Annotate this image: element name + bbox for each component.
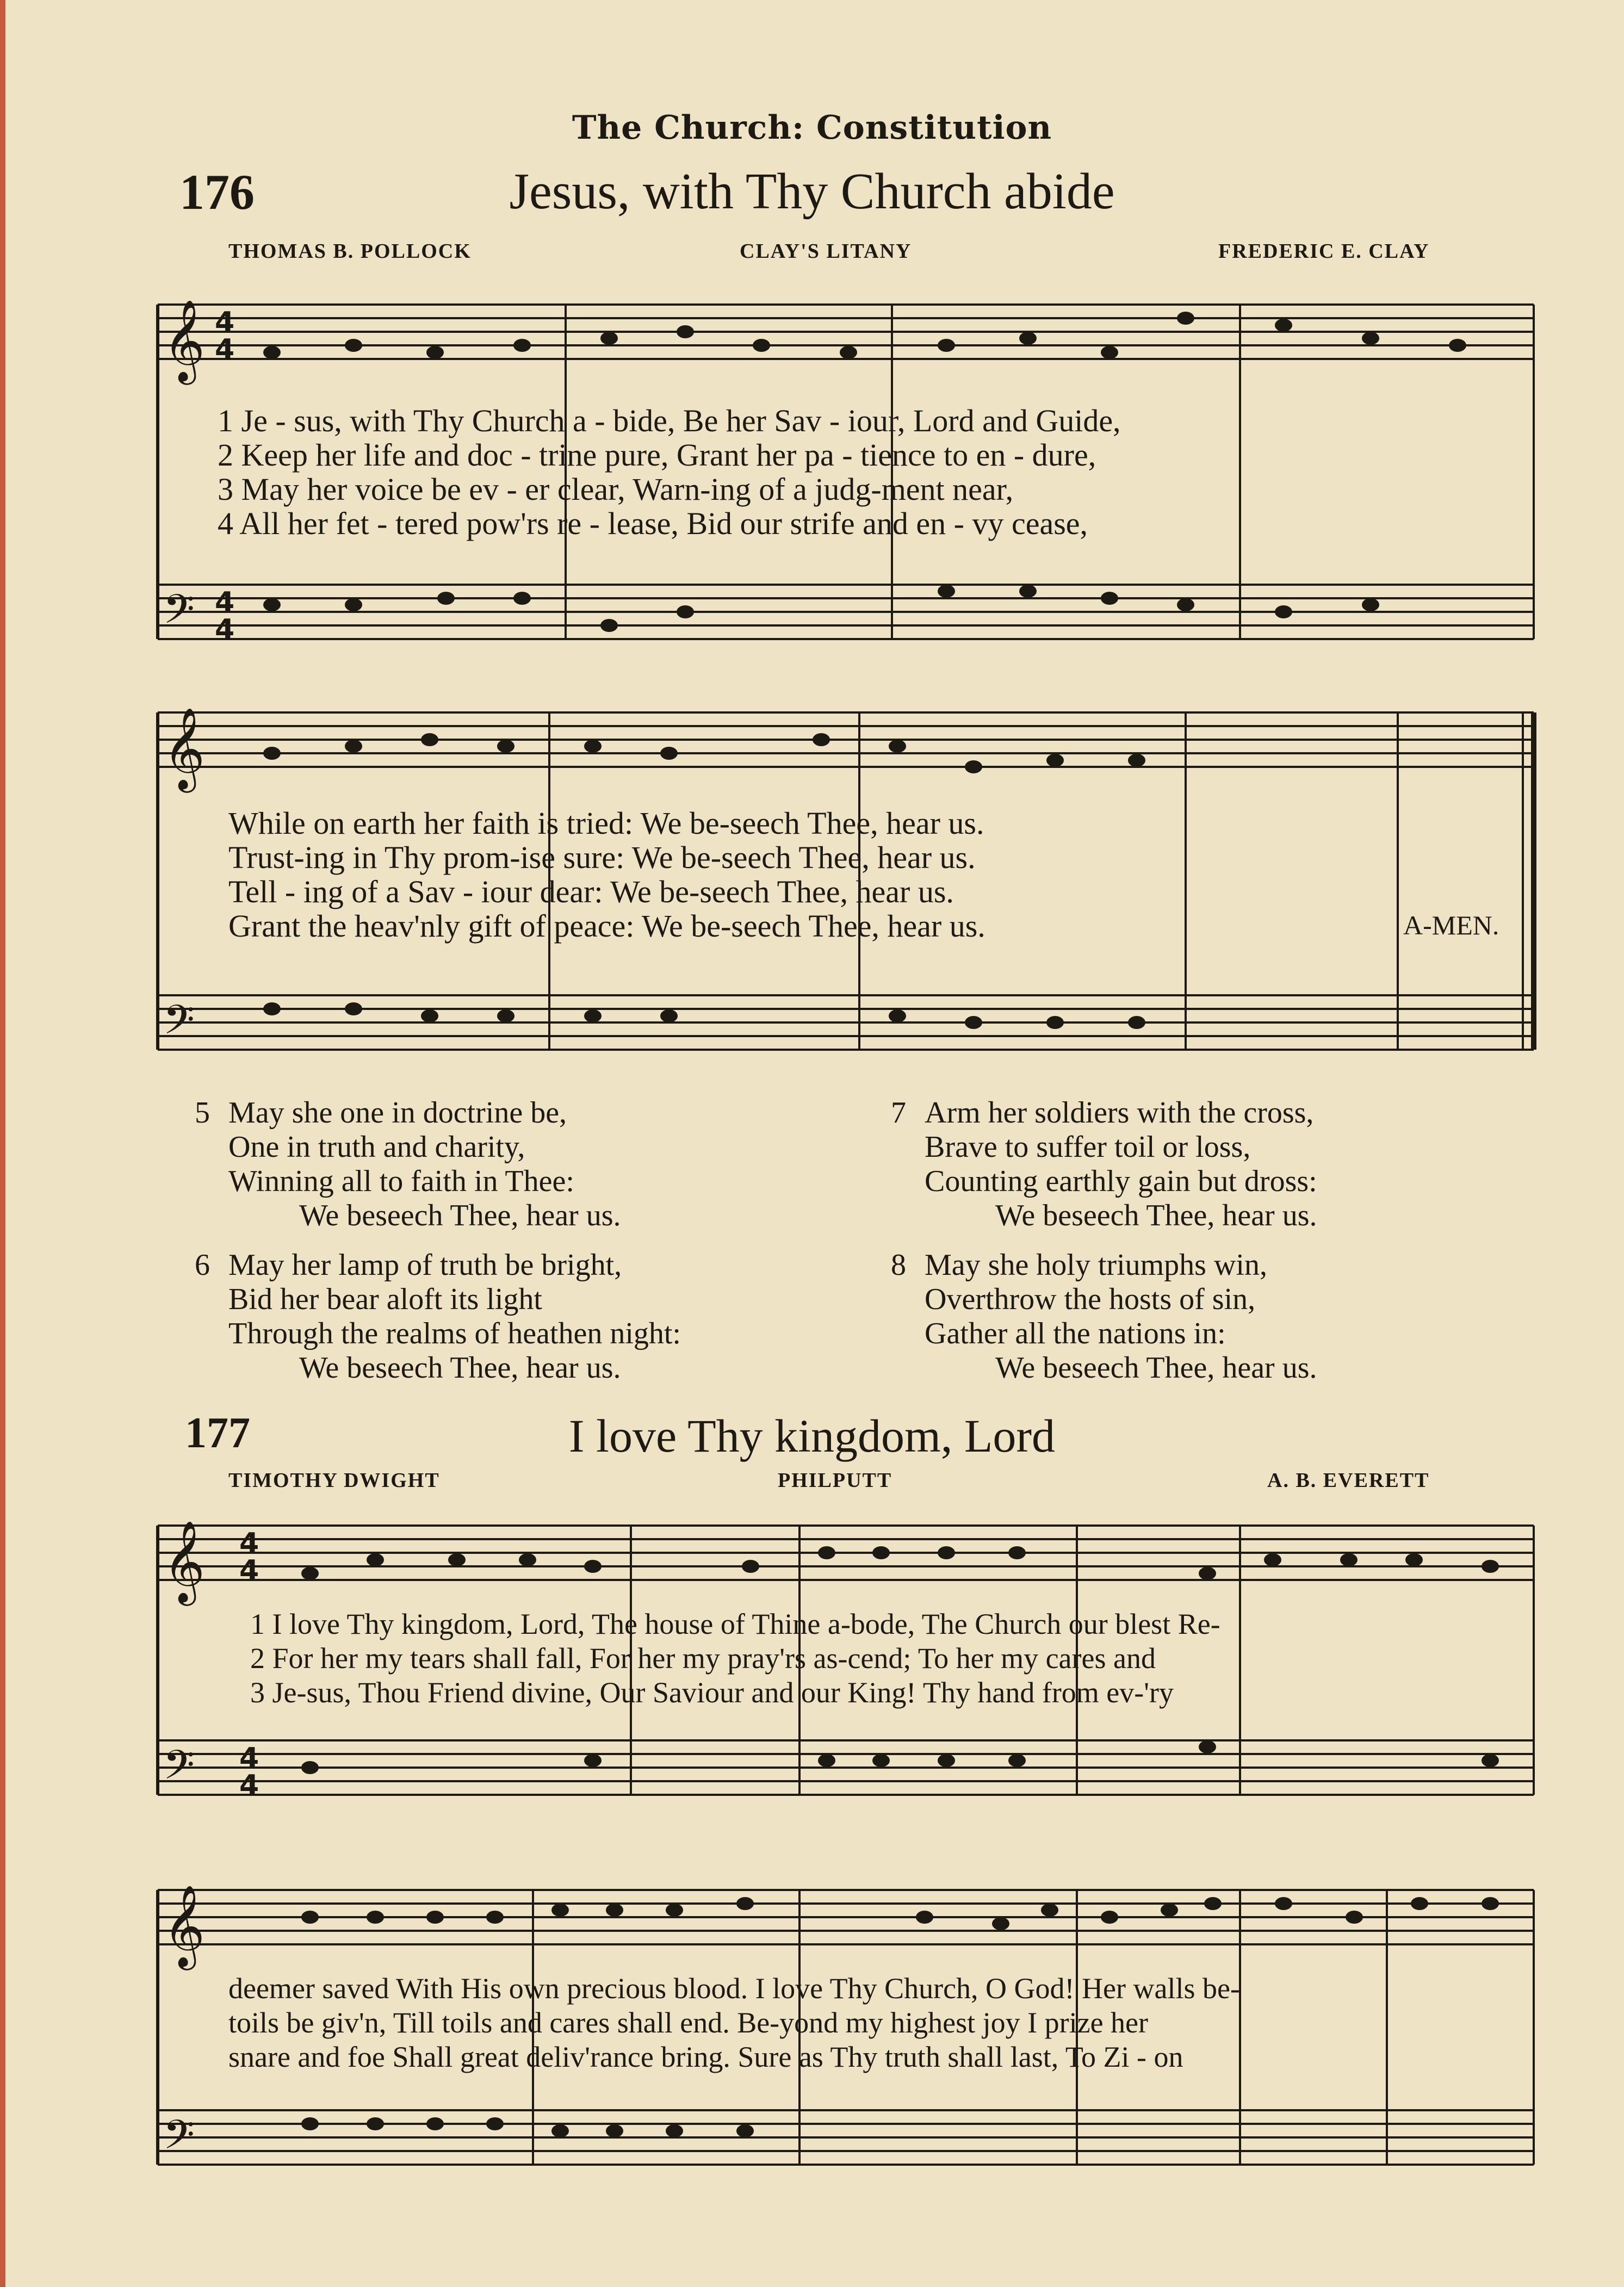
hymn-number: 176 bbox=[179, 164, 255, 220]
hymn-title: Jesus, with Thy Church abide bbox=[509, 163, 1115, 220]
amen: A-MEN. bbox=[1403, 910, 1499, 940]
stanza-number: 7 bbox=[891, 1096, 906, 1130]
stanza-line: We beseech Thee, hear us. bbox=[995, 1351, 1317, 1385]
stanza-number: 5 bbox=[195, 1096, 210, 1130]
staff-176-1-bass bbox=[158, 585, 1534, 639]
section-heading: The Church: Constitution bbox=[572, 109, 1052, 147]
verse-3-line-2: snare and foe Shall great deliv'rance bring. Sure as Thy truth shall last, To Zi - on bbox=[228, 2041, 1183, 2073]
verse-1-line-2: While on earth her faith is tried: We be-seech Thee, hear us. bbox=[228, 805, 984, 841]
svg-text:𝄢: 𝄢 bbox=[163, 996, 195, 1053]
stanza-6 bbox=[195, 1248, 681, 1385]
svg-text:𝄞: 𝄞 bbox=[163, 706, 205, 789]
stanza-line: Bid her bear aloft its light bbox=[228, 1282, 542, 1316]
verse-2-line-2: Trust-ing in Thy prom-ise sure: We be-seech Thee, hear us. bbox=[228, 840, 976, 875]
stanza-5 bbox=[195, 1096, 621, 1233]
hymn-title: I love Thy kingdom, Lord bbox=[568, 1410, 1056, 1462]
svg-text:𝄞: 𝄞 bbox=[163, 1884, 205, 1967]
svg-text:4: 4 bbox=[239, 1527, 259, 1560]
verse-2-line-1: 2 For her my tears shall fall, For her my pray'rs as-cend; To her my cares and bbox=[250, 1642, 1156, 1675]
stanza-8 bbox=[891, 1248, 1317, 1385]
hymn-author: THOMAS B. POLLOCK bbox=[228, 240, 472, 263]
stanza-line: One in truth and charity, bbox=[228, 1130, 525, 1164]
svg-text:𝄞: 𝄞 bbox=[163, 299, 205, 381]
stanza-7 bbox=[891, 1096, 1317, 1233]
hymn-tune: CLAY'S LITANY bbox=[740, 240, 912, 263]
stanza-line: Counting earthly gain but dross: bbox=[925, 1164, 1317, 1198]
svg-text:4: 4 bbox=[239, 1742, 259, 1775]
verse-4-line-2: Grant the heav'nly gift of peace: We be-seech Thee, hear us. bbox=[228, 908, 985, 944]
hymn-composer: FREDERIC E. CLAY bbox=[1218, 240, 1430, 263]
stanza-line: Overthrow the hosts of sin, bbox=[925, 1282, 1256, 1316]
stanza-line: Gather all the nations in: bbox=[925, 1317, 1226, 1350]
svg-text:4: 4 bbox=[215, 333, 235, 366]
stanza-line: May her lamp of truth be bright, bbox=[228, 1248, 622, 1282]
stanza-line: Brave to suffer toil or loss, bbox=[925, 1130, 1251, 1164]
verse-1-line-1: 1 Je - sus, with Thy Church a - bide, Be her Sav - iour, Lord and Guide, bbox=[218, 403, 1121, 438]
verse-4-line-1: 4 All her fet - tered pow'rs re - lease, Bid our strife and en - vy cease, bbox=[218, 506, 1088, 541]
stanza-line: We beseech Thee, hear us. bbox=[299, 1199, 621, 1232]
verse-1-line-2: deemer saved With His own precious blood. I love Thy Church, O God! Her walls be- bbox=[228, 1972, 1240, 2005]
svg-text:𝄢: 𝄢 bbox=[163, 2111, 195, 2168]
svg-text:𝄢: 𝄢 bbox=[163, 586, 195, 643]
svg-text:4: 4 bbox=[215, 586, 235, 619]
stanza-line: We beseech Thee, hear us. bbox=[995, 1199, 1317, 1232]
verse-2-line-2: toils be giv'n, Till toils and cares shall end. Be-yond my highest joy I prize her bbox=[228, 2006, 1149, 2039]
verse-3-line-2: Tell - ing of a Sav - iour dear: We be-seech Thee, hear us. bbox=[228, 874, 954, 909]
verse-2-line-1: 2 Keep her life and doc - trine pure, Grant her pa - tience to en - dure, bbox=[218, 437, 1096, 473]
verse-3-line-1: 3 May her voice be ev - er clear, Warn-ing of a judg-ment near, bbox=[218, 472, 1014, 507]
hymn-number: 177 bbox=[185, 1409, 250, 1457]
svg-text:4: 4 bbox=[215, 306, 235, 339]
verse-1-line-1: 1 I love Thy kingdom, Lord, The house of Thine a-bode, The Church our blest Re- bbox=[250, 1608, 1220, 1640]
stanza-line: May she one in doctrine be, bbox=[228, 1096, 567, 1130]
svg-text:𝄞: 𝄞 bbox=[163, 1520, 205, 1602]
svg-text:4: 4 bbox=[239, 1554, 259, 1587]
svg-text:4: 4 bbox=[215, 613, 235, 646]
hymn-author: TIMOTHY DWIGHT bbox=[228, 1469, 440, 1492]
stanza-line: Through the realms of heathen night: bbox=[228, 1317, 681, 1350]
stanza-line: We beseech Thee, hear us. bbox=[299, 1351, 621, 1385]
svg-text:𝄢: 𝄢 bbox=[163, 1741, 195, 1799]
stanza-number: 8 bbox=[891, 1248, 906, 1282]
hymn-composer: A. B. EVERETT bbox=[1267, 1469, 1430, 1492]
stanza-line: Winning all to faith in Thee: bbox=[228, 1164, 574, 1198]
stanza-line: May she holy triumphs win, bbox=[925, 1248, 1267, 1282]
stanza-line: Arm her soldiers with the cross, bbox=[925, 1096, 1314, 1130]
svg-text:4: 4 bbox=[239, 1769, 259, 1802]
hymn-tune: PHILPUTT bbox=[778, 1469, 892, 1492]
stanza-number: 6 bbox=[195, 1248, 210, 1282]
verse-3-line-1: 3 Je-sus, Thou Friend divine, Our Saviour and our King! Thy hand from ev-'ry bbox=[250, 1676, 1174, 1709]
